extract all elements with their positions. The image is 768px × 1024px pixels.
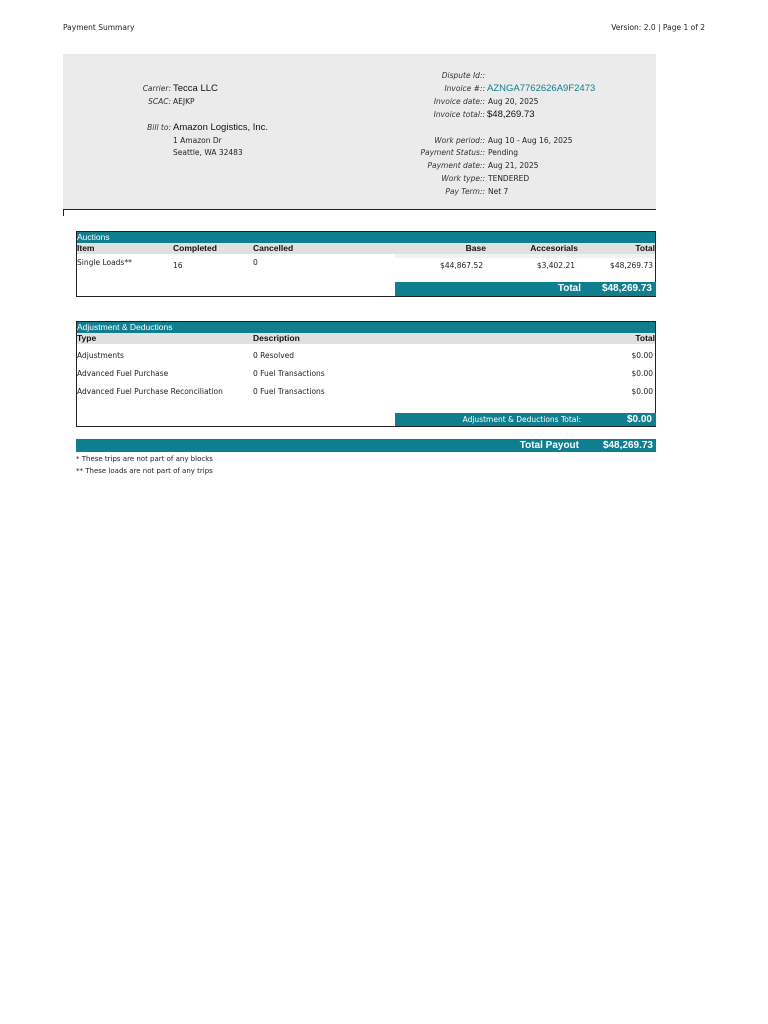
adjustments-total-bar [395,413,656,426]
total-payout-value: $48,269.73 [602,440,653,451]
row-description: 0 Resolved [253,351,295,360]
row-description: 0 Fuel Transactions [253,369,325,378]
carrier-value: Tecca LLC [173,83,218,94]
carrier-label: Carrier: [142,84,171,93]
auctions-header-row [77,243,655,254]
auctions-total-value: $48,269.73 [601,283,652,294]
payment-date-label: Payment date:: [427,161,485,170]
adjustments-header-row [77,333,655,344]
version-page-info: Version: 2.0 | Page 1 of 2 [611,23,705,32]
table-row [77,387,655,399]
work-period-label: Work period:: [434,136,485,145]
row-cancelled: 0 [253,258,258,267]
row-total: $0.00 [631,351,653,360]
adjustments-total-value: $0.00 [626,414,652,425]
adjustments-table [76,321,656,427]
row-total: $0.00 [631,387,653,396]
col-header-accessorials: Accesorials [530,243,578,253]
bill-to-address-line2: Seattle, WA 32483 [173,148,243,157]
page-title: Payment Summary [63,23,135,32]
invoice-number-label: Invoice #:: [444,84,485,93]
total-payout-bar [76,439,656,452]
total-payout-label: Total Payout [519,440,579,451]
row-type: Advanced Fuel Purchase [77,369,169,378]
row-description: 0 Fuel Transactions [253,387,325,396]
invoice-number-value: AZNGA7762626A9F2473 [487,83,596,94]
row-item: Single Loads** [77,258,132,267]
row-total: $0.00 [631,369,653,378]
row-total: $48,269.73 [610,261,653,270]
header-divider [63,209,656,210]
payment-date-value: Aug 21, 2025 [488,161,539,170]
invoice-date-label: Invoice date:: [433,97,485,106]
col-header-base: Base [465,243,486,253]
col-header-total: Total [635,243,655,253]
col-header-description: Description [253,333,300,343]
auctions-table [76,231,656,297]
table-row [77,369,655,381]
row-base: $44,867.52 [440,261,483,270]
row-accessorials: $3,402.21 [536,261,575,270]
adjustments-total-label: Adjustment & Deductions Total: [462,415,581,424]
invoice-total-label: Invoice total:: [433,110,485,119]
payment-status-label: Payment Status:: [420,148,485,157]
auctions-total-bar [395,282,656,296]
auctions-title: Auctions [77,232,655,243]
footnote-blocks: * These trips are not part of any blocks [76,455,213,463]
invoice-date-value: Aug 20, 2025 [488,97,539,106]
bill-to-address-line1: 1 Amazon Dr [173,136,222,145]
work-type-label: Work type:: [441,174,485,183]
scac-value: AEJKP [173,97,195,106]
row-type: Advanced Fuel Purchase Reconciliation [77,387,223,396]
col-header-item: Item [77,243,95,253]
pay-term-value: Net 7 [488,187,509,196]
footnote-trips: ** These loads are not part of any trips [76,467,213,475]
table-row [77,257,655,271]
col-header-type: Type [77,333,97,343]
work-type-value: TENDERED [488,174,530,183]
bill-to-name: Amazon Logistics, Inc. [173,122,269,133]
work-period-value: Aug 10 - Aug 16, 2025 [488,136,573,145]
table-row [77,351,655,363]
header-divider-tick [63,209,64,216]
dispute-id-label: Dispute Id:: [441,71,485,80]
col-header-cancelled: Cancelled [253,243,294,253]
col-header-total: Total [635,333,655,343]
auctions-total-label: Total [557,283,581,294]
payment-status-value: Pending [488,148,518,157]
col-header-completed: Completed [173,243,217,253]
invoice-total-value: $48,269.73 [487,109,535,120]
bill-to-label: Bill to: [147,123,171,132]
pay-term-label: Pay Term:: [445,187,485,196]
row-completed: 16 [173,261,183,270]
row-type: Adjustments [77,351,124,360]
adjustments-title: Adjustment & Deductions [77,322,655,333]
scac-label: SCAC: [148,97,171,106]
